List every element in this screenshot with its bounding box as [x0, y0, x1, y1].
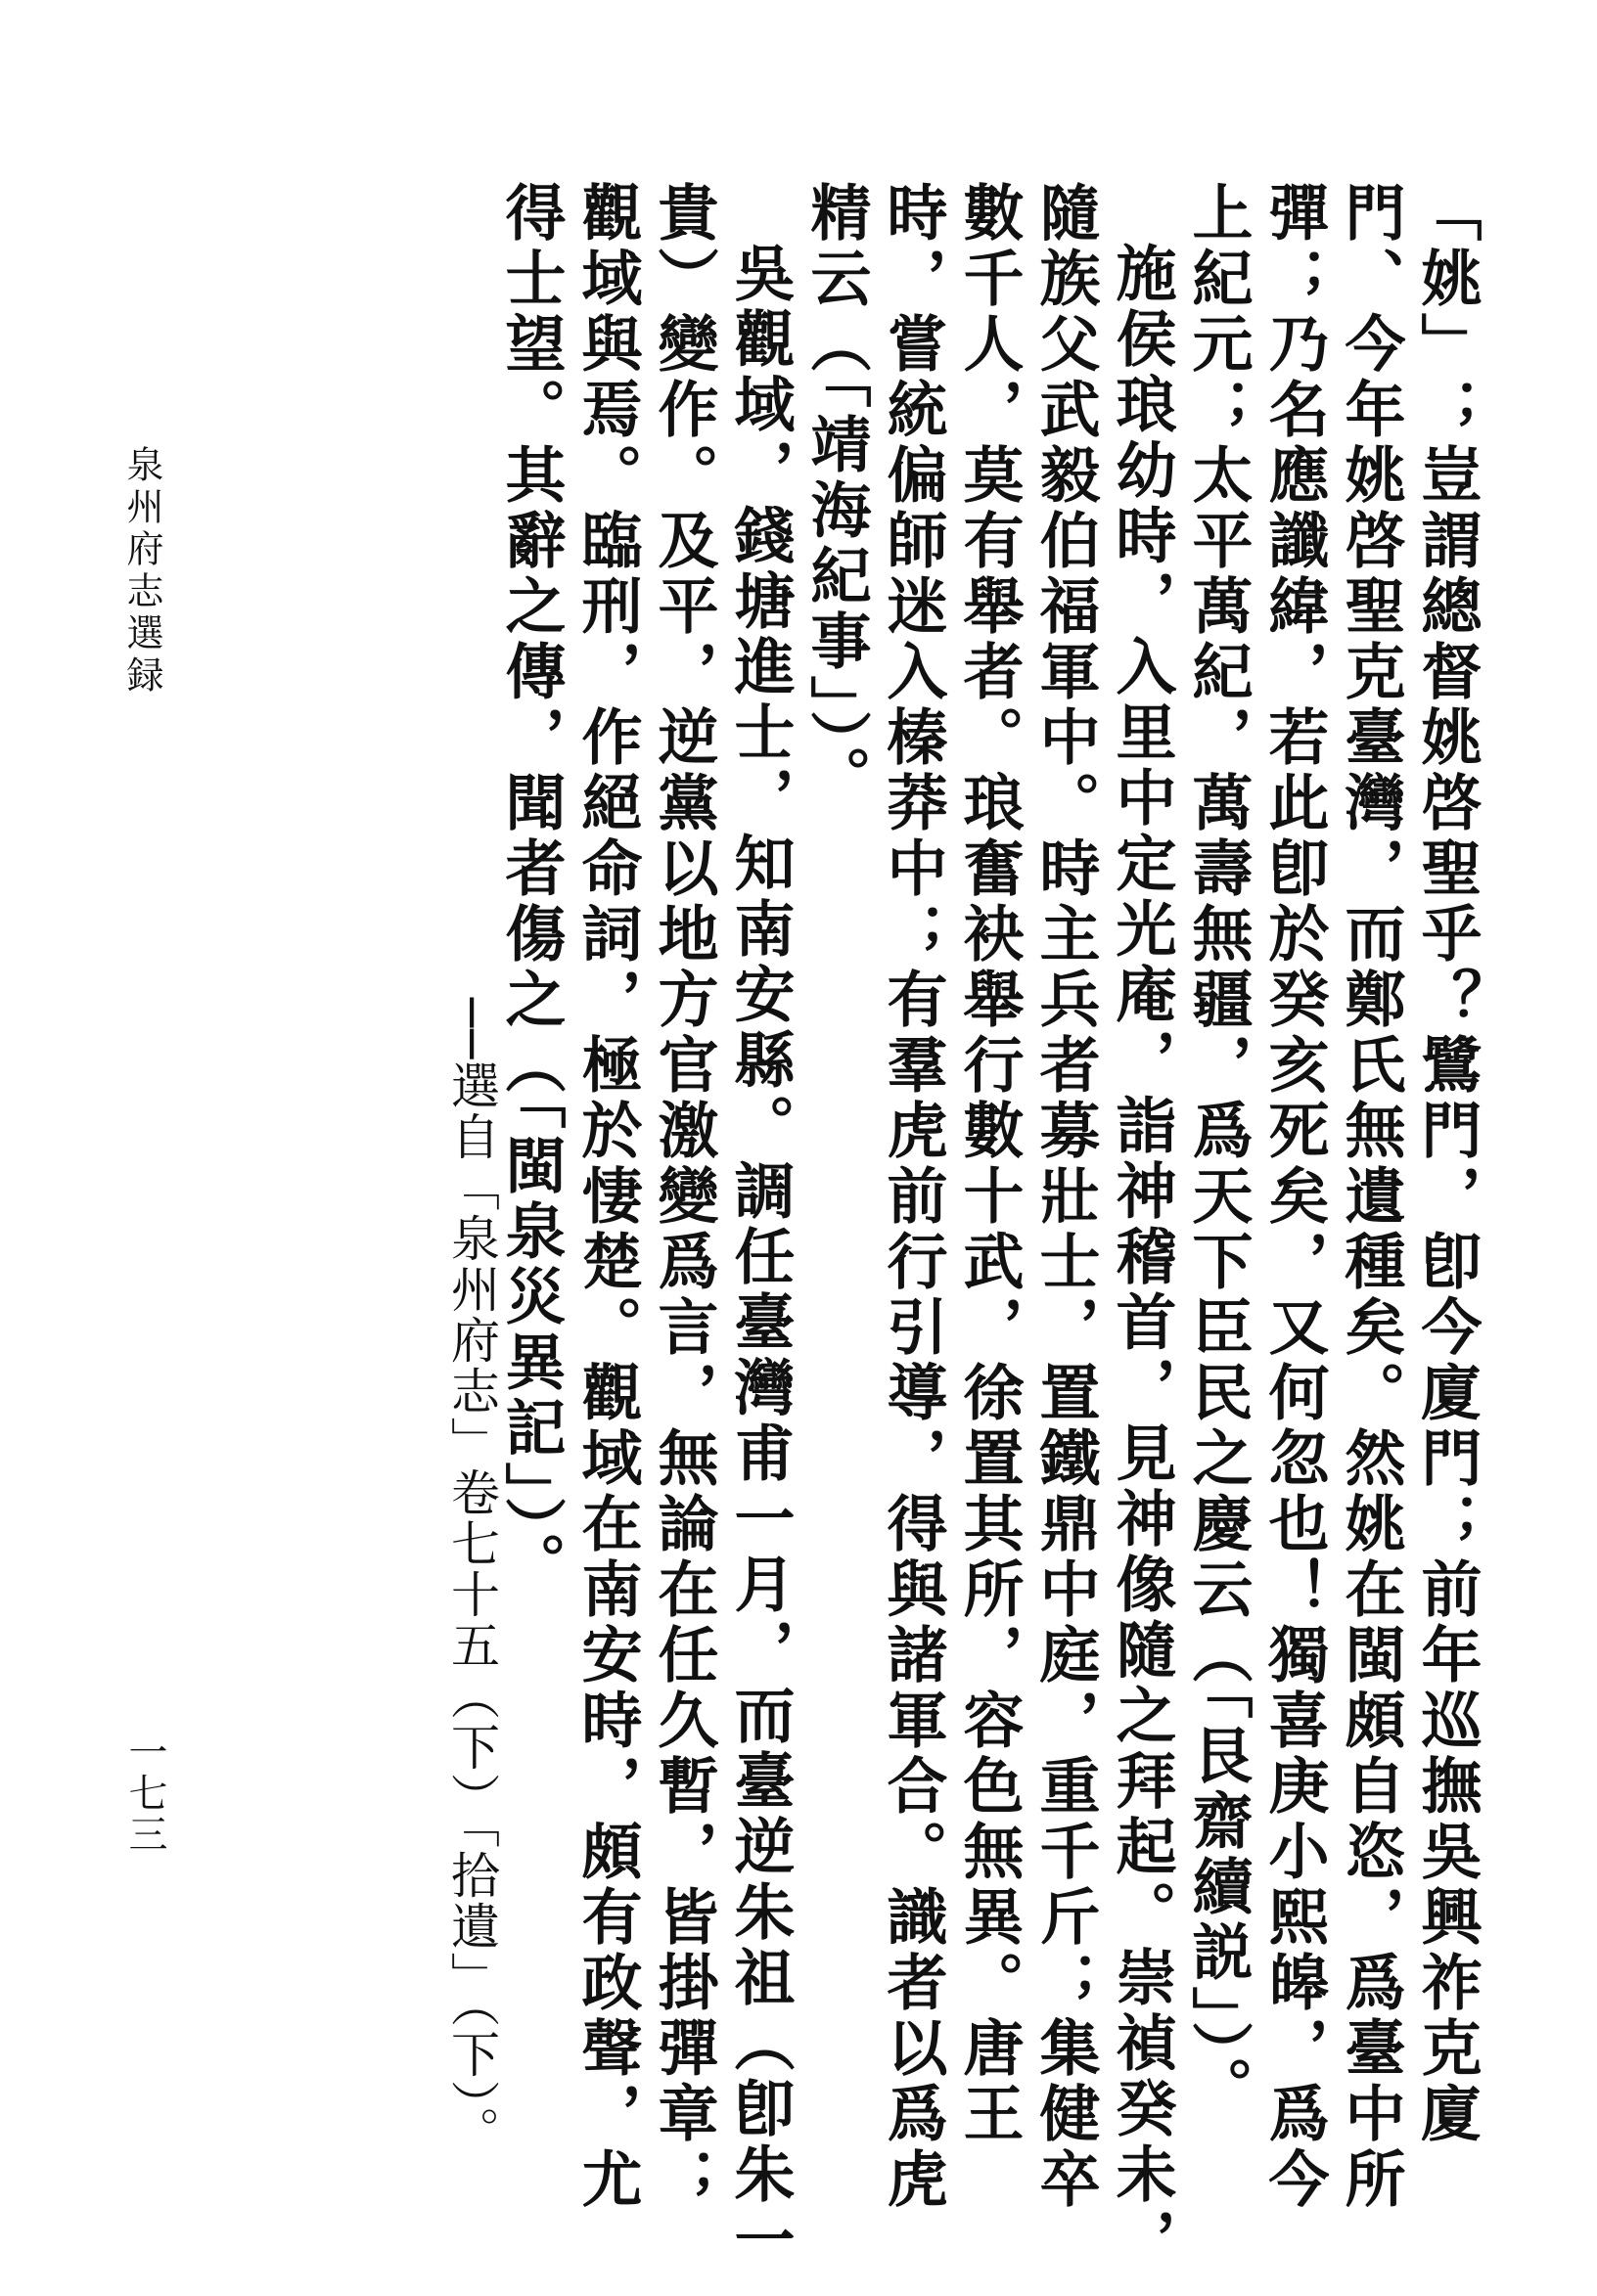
- running-title: 泉州府志選録: [120, 445, 163, 698]
- page-number: 一七三: [122, 1732, 167, 1855]
- paragraph-1: 「姚」；豈謂總督姚啓聖乎？鷺門，卽今廈門；前年巡撫吳興祚克廈門、今年姚啓聖克臺灣，而鄭氏無遺種矣。然姚在閩頗自恣，爲臺中所彈；乃名應讖緯，若此卽於癸亥死矣，又何忽也！獨喜庚小熙皞，爲今上紀元；太平萬紀，萬壽無疆，爲天下臣民之慶云（「艮齋續説」）。: [1182, 181, 1483, 2213]
- paragraph-3: 吳觀域，錢塘進士，知南安縣。調任臺灣甫一月，而臺逆朱祖（卽朱一貴）變作。及平，逆黨以地方官激變爲言，無論在任久暫，皆掛彈章；觀域與焉。臨刑，作絕命詞，極於悽楚。觀域在南安時，頗有政聲，尤得士望。其辭之傳，聞者傷之（「閩泉災異記」）。: [495, 181, 796, 2273]
- paragraph-2: 施侯琅幼時，入里中定光庵，詣神稽首，見神像隨之拜起。崇禎癸未，隨族父武毅伯福軍中。時主兵者募壯士，置鐵鼎中庭，重千斤；集健卒數千人，莫有舉者。琅奮袂舉行數十武，徐置其所，容色無異。唐王時，嘗統偏師迷入榛莽中；有羣虎前行引導，得與諸軍合。識者以爲虎精云（「靖海紀事」）。: [800, 181, 1177, 2273]
- main-text: [492, 181, 1484, 2274]
- source-citation: ──選自「泉州府志」卷七十五（下）「拾遺」（下）。: [443, 998, 500, 2158]
